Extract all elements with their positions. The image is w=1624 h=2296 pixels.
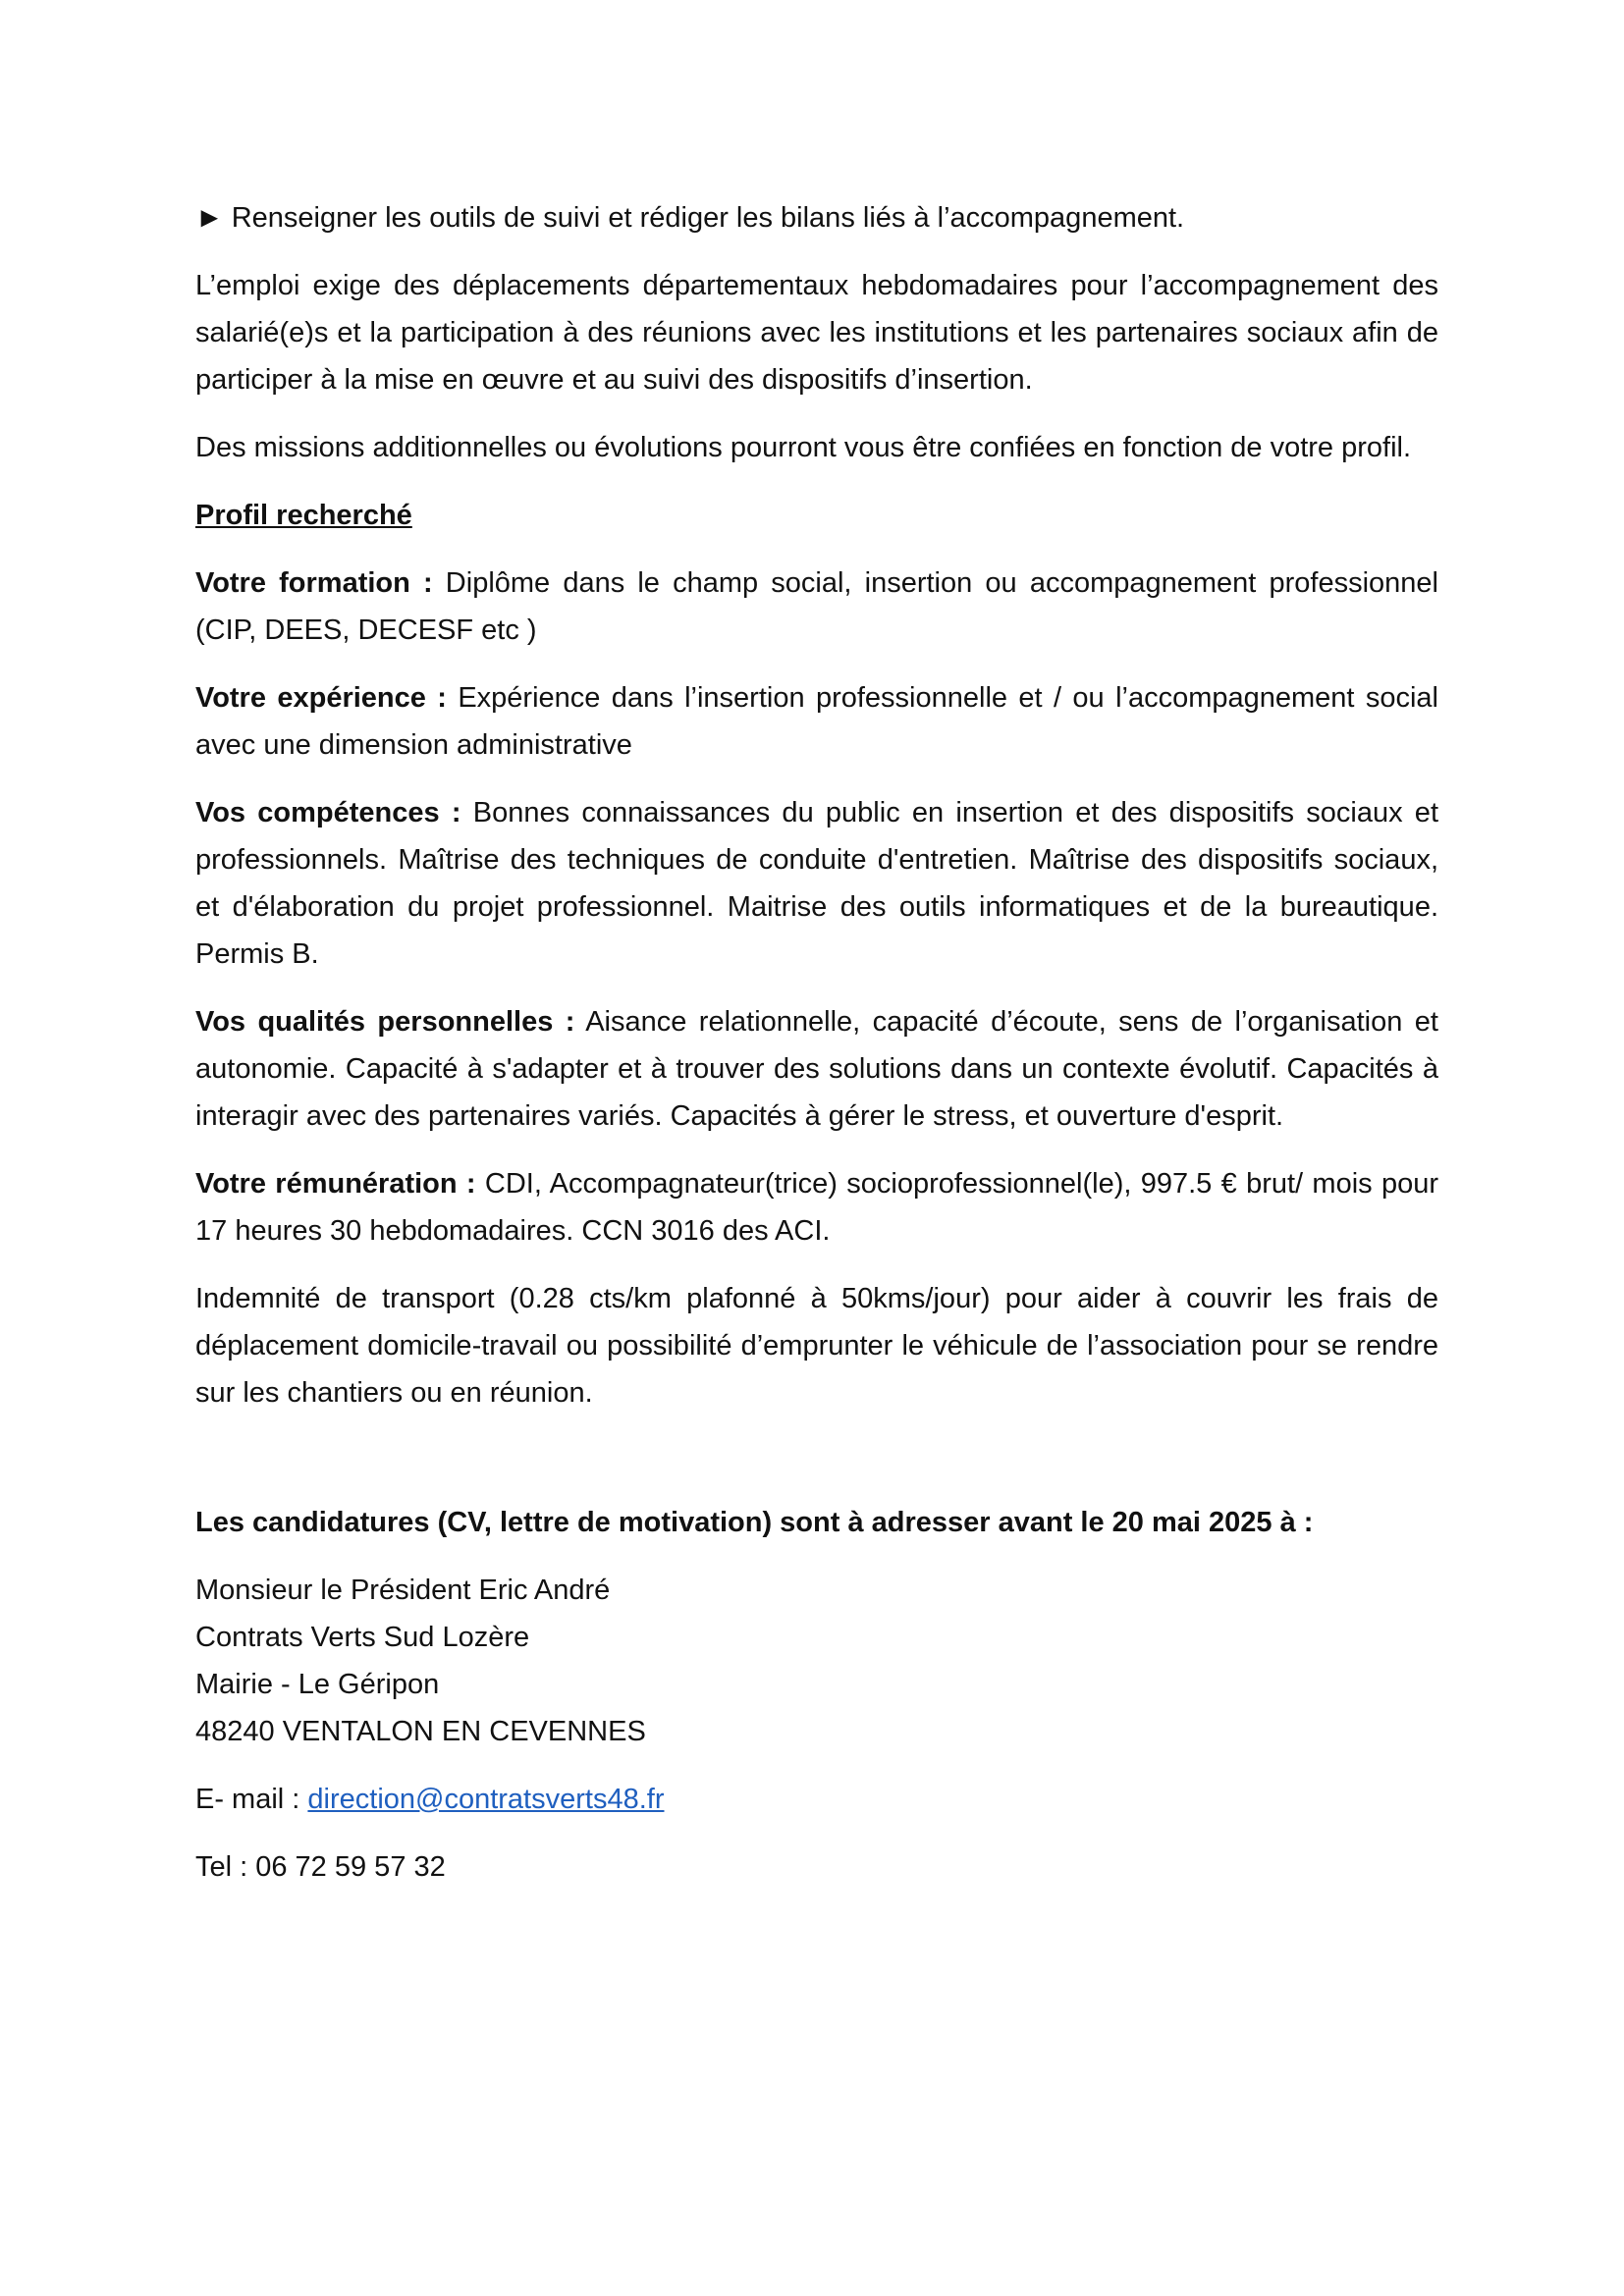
qualites-label: Vos qualités personnelles : <box>195 1006 575 1038</box>
address-line: Monsieur le Président Eric André <box>195 1575 611 1606</box>
application-heading: Les candidatures (CV, lettre de motivation) sont à adresser avant le 20 mai 2025 à : <box>195 1507 1314 1538</box>
experience-text: Expérience dans l’insertion professionnelle et / ou l’accompagnement social avec une dimension administrative <box>195 682 1439 761</box>
travel-paragraph: L’emploi exige des déplacements départementaux hebdomadaires pour l’accompagnement des salarié(e)s et la participation à des réunions avec les institutions et les partenaires sociaux afin de participer à la mise en œuvre et au suivi des dispositifs d’insertion. <box>195 270 1438 396</box>
remuneration-paragraph <box>195 1160 1438 1255</box>
address-line: 48240 VENTALON EN CEVENNES <box>195 1716 646 1747</box>
postal-address <box>195 1567 1438 1755</box>
qualites-text: Aisance relationnelle, capacité d’écoute, sens de l’organisation et autonomie. Capacité à s'adapter et à trouver des solutions dans un contexte évolutif. Capacités à interagir avec des partenaires variés. Capacités à gérer le stress, et ouverture d'esprit. <box>195 1006 1438 1132</box>
profile-heading: Profil recherché <box>195 500 412 531</box>
experience-label: Votre expérience : <box>195 682 447 714</box>
phone-line: Tel : 06 72 59 57 32 <box>195 1851 446 1883</box>
qualites-paragraph <box>195 998 1438 1140</box>
remuneration-text: CDI, Accompagnateur(trice) socioprofessionnel(le), 997.5 € brut/ mois pour 17 heures 30 hebdomadaires. CCN 3016 des ACI. <box>195 1168 1439 1247</box>
email-link[interactable]: direction@contratsverts48.f​r <box>307 1784 665 1815</box>
missions-paragraph: Des missions additionnelles ou évolutions pourront vous être confiées en fonction de votre profil. <box>195 432 1412 463</box>
address-line: Contrats Verts Sud Lozère <box>195 1622 530 1653</box>
formation-text: Diplôme dans le champ social, insertion ou accompagnement professionnel (CIP, DEES, DECESF etc ) <box>195 567 1438 646</box>
experience-paragraph <box>195 674 1438 769</box>
email-line <box>195 1776 1438 1823</box>
formation-paragraph <box>195 560 1438 654</box>
email-label: E- mail : <box>195 1784 308 1815</box>
competences-label: Vos compétences : <box>195 797 461 828</box>
transport-paragraph: Indemnité de transport (0.28 cts/km plafonné à 50kms/jour) pour aider à couvrir les frais de déplacement domicile-travail ou possibilité d’emprunter le véhicule de l’association pour se rendre sur les chantiers ou en réunion. <box>195 1283 1438 1409</box>
intro-bullet-text: Renseigner les outils de suivi et rédiger les bilans liés à l’accompagnement. <box>231 202 1185 234</box>
document-page <box>195 194 1438 1911</box>
intro-bullet <box>195 194 1438 241</box>
formation-label: Votre formation : <box>195 567 433 599</box>
triangle-bullet-icon: ► <box>195 202 224 234</box>
competences-paragraph <box>195 789 1438 978</box>
competences-text: Bonnes connaissances du public en insertion et des dispositifs sociaux et professionnels. Maîtrise des techniques de conduite d'entretien. Maîtrise des dispositifs sociaux, et d'élaboration du projet professionnel. Maitrise des outils informatiques et de la bureautique. Permis B. <box>195 797 1438 970</box>
address-line: Mairie - Le Géripon <box>195 1669 440 1700</box>
remuneration-label: Votre rémunération : <box>195 1168 476 1200</box>
